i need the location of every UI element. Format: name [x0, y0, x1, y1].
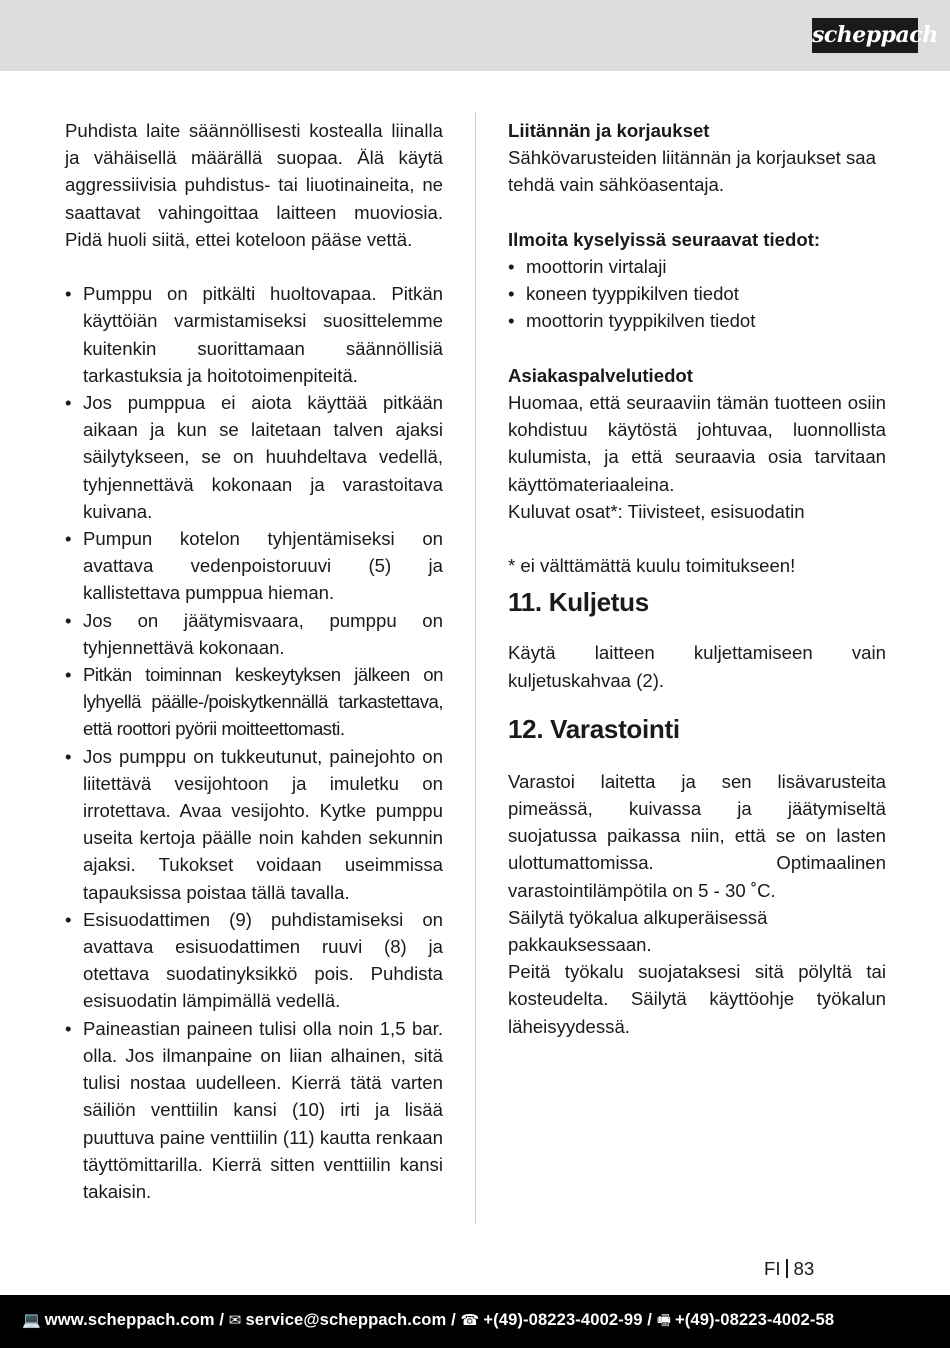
connection-text: Sähkövarusteiden liitännän ja korjaukset saa tehdä vain sähköasentaja.: [508, 147, 876, 196]
storage-text: Säilytä työkalua alkuperäisessä pakkauksessaan.: [508, 906, 768, 956]
connection-heading: Liitännän ja korjaukset: [508, 120, 710, 141]
page-number-value: 83: [793, 1258, 815, 1279]
list-item: • Paineastian paineen tulisi olla noin 1,5 bar. olla. Jos ilmanpaine on liian alhainen, sitä tulisi nostaa uudelleen. Kierrä tätä varten säiliön venttiilin kansi (10) irti ja lisää puuttuva paine venttiilin (11) kautta renkaan täyttömittarilla. Kierrä sitten venttiilin kansi takaisin.: [65, 1015, 443, 1205]
maintenance-list: [65, 280, 443, 1205]
list-item: • Pumpun kotelon tyhjentämiseksi on avattava vedenpoistoruuvi (5) ja kallistettava pumppua hieman.: [65, 525, 443, 607]
footer-separator: /: [219, 1310, 225, 1329]
page-number-separator: [786, 1259, 788, 1278]
brand-logo: scheppach: [812, 18, 918, 53]
list-item: • Jos pumppua ei aiota käyttää pitkään aikaan ja kun se laitetaan talven ajaksi säilytykseen, se on huuhdeltava vedellä, tyhjennettävä kokonaan ja varastoitava kuivana.: [65, 389, 443, 525]
footer-separator: /: [451, 1310, 456, 1329]
list-item: • moottorin tyyppikilven tiedot: [508, 307, 886, 334]
list-item: • Jos on jäätymisvaara, pumppu on tyhjennettävä kokonaan.: [65, 607, 443, 661]
page-language: FI: [764, 1258, 781, 1279]
storage-text: Varastoi laitetta ja sen lisävarusteita pimeässä, kuivassa ja jäätymiseltä suojatussa paikassa niin, että se on lasten ulottumattomissa. Optimaalinen varastointilämpötila on 5 - 30 ˚C.: [508, 770, 886, 901]
column-divider: [475, 112, 476, 1224]
list-item: • Pumppu on pitkälti huoltovapaa. Pitkän käyttöiän varmistamiseksi suosittelemme kuitenkin suorittamaan säännöllisiä tarkastuksia ja hoitotoimenpiteitä.: [65, 280, 443, 389]
inquiry-list: [508, 253, 886, 335]
transport-text: Käytä laitteen kuljettamiseen vain kuljetuskahvaa (2).: [508, 642, 886, 691]
fax-number: +(49)-08223-4002-58: [674, 1310, 835, 1329]
envelope-icon: ✉: [228, 1312, 242, 1329]
fax-icon: 🖷: [656, 1312, 671, 1329]
list-item: • Pitkän toiminnan keskeytyksen jälkeen on lyhyellä päälle-/poiskytkennällä tarkastettava, että roottori pyörii moitteettomasti.: [65, 661, 443, 743]
cleaning-intro: Puhdista laite säännöllisesti kostealla liinalla ja vähäisellä määrällä suopaa. Älä käytä aggressiivisia puhdistus- tai liuotinaineita, ne saattavat vahingoittaa laitteen muoviosia. Pidä huoli siitä, ettei koteloon pääse vettä.: [65, 120, 443, 250]
list-item: • Jos pumppu on tukkeutunut, painejohto on liitettävä vesijohtoon ja imuletku on irrotettava. Avaa vesijohto. Kytke pumppu useita kertoja päälle noin kahden sekunnin ajaksi. Tukokset voidaan useimmissa tapauksissa poistaa tällä tavalla.: [65, 743, 443, 906]
footer-separator: /: [647, 1310, 652, 1329]
service-text: Huomaa, että seuraaviin tämän tuotteen osiin kohdistuu käytöstä johtuvaa, luonnollista kulumista, ja että seuraavia osia tarvitaan käyttömateriaaleina.: [508, 392, 886, 495]
left-column: [65, 117, 443, 1205]
wear-parts: Kuluvat osat*: Tiivisteet, esisuodatin: [508, 500, 805, 522]
service-heading: Asiakaspalvelutiedot: [508, 364, 693, 386]
list-item: • Esisuodattimen (9) puhdistamiseksi on avattava esisuodattimen ruuvi (8) ja otettava suodatinyksikkö pois. Puhdista esisuodatin lämpimällä vedellä.: [65, 906, 443, 1015]
list-item: • koneen tyyppikilven tiedot: [508, 280, 886, 307]
page-header: [0, 0, 950, 71]
storage-heading: 12. Varastointi: [508, 713, 680, 744]
page-footer: [0, 1295, 950, 1348]
page-number: [764, 1256, 814, 1282]
telephone-icon: ☎: [460, 1312, 480, 1329]
storage-text: Peitä työkalu suojataksesi sitä pölyltä tai kosteudelta. Säilytä käyttöohje työkalun läheisyydessä.: [508, 961, 886, 1037]
list-item: • moottorin virtalaji: [508, 253, 886, 280]
website-link[interactable]: www.scheppach.com: [44, 1310, 215, 1329]
right-column: [508, 117, 886, 1040]
phone-number: +(49)-08223-4002-99: [483, 1310, 643, 1329]
email-link[interactable]: service@scheppach.com: [245, 1310, 447, 1329]
computer-icon: 💻: [22, 1312, 41, 1329]
footnote: * ei välttämättä kuulu toimitukseen!: [508, 555, 796, 577]
inquiry-heading: Ilmoita kyselyissä seuraavat tiedot:: [508, 228, 821, 250]
transport-heading: 11. Kuljetus: [508, 587, 649, 618]
